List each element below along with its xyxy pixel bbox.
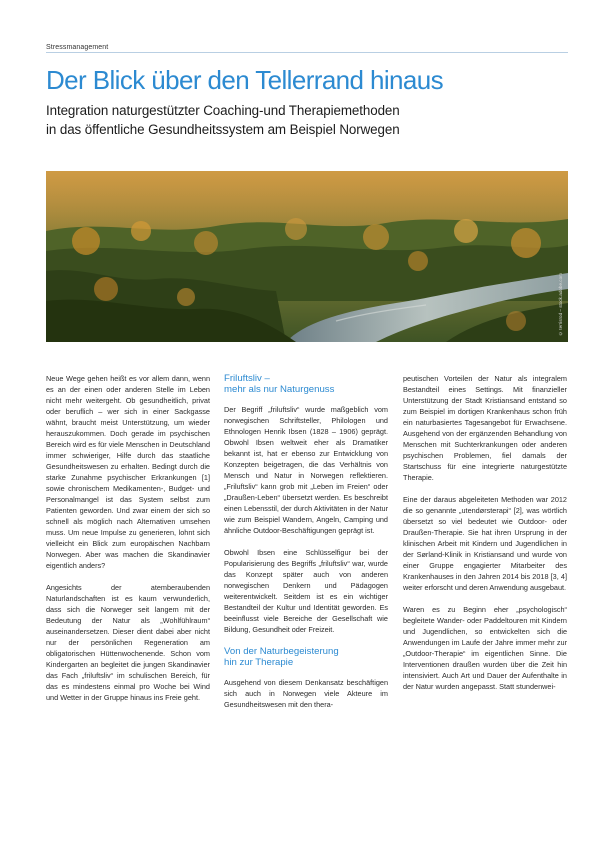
heading-line: hin zur Therapie bbox=[224, 657, 294, 668]
paragraph: Angesichts der atemberaubenden Naturlandschaften ist es kaum verwunderlich, dass sich die Norweger seit langem mit der Bedeutung der Natur als „Wohlfühlraum“ auseinandersetzen. Dieser dient dabei aber nicht nur der persönlichen Regeneration am obligatorischen Hüttenwochenende. Schon vom Kindergarten an begleitet die jungen Skandinavier das Fach „friluftsliv“ im schulischen Bereich, für das es mindestens einmal pro Woche bei Wind und Wetter in der Gruppe hinaus ins Freie geht. bbox=[46, 583, 210, 702]
subtitle-line: in das öffentliche Gesundheitssystem am Beispiel Norwegen bbox=[46, 122, 400, 137]
paragraph: Obwohl Ibsen eine Schlüsselfigur bei der Popularisierung des Begriffs „friluftsliv“ war, wurde das Konzept später auch von anderen norwegischen Denkern und Pädagogen weiterentwickelt. Seitdem ist es ein wichtiger Bestandteil der Kultur und Identität geworden. Es beeinflusst viele Bereiche der Gesellschaft wie Bildung, Gesundheit oder Freizeit. bbox=[224, 548, 388, 634]
header-photo-river-forest bbox=[46, 171, 568, 342]
header-divider bbox=[46, 52, 568, 53]
section-heading-friluftsliv bbox=[224, 373, 388, 395]
paragraph: Der Begriff „friluftsliv“ wurde maßgeblich vom norwegischen Schriftsteller, Philologen und Ethnologen Henrik Ibsen (1828 – 1906) geprägt. Obwohl Ibsen weltweit eher als Dramatiker bekannt ist, hat er ebenso zur Entwicklung von Konzepten beigetragen, die das Verhältnis von Mensch und Natur in Norwegen reflektieren. „Friluftsliv“ kann grob mit „Leben im Freien“ oder „Draußen-Leben“ übersetzt werden. Es beschreibt einen Lebensstil, der durch Aktivitäten in der Natur wie zum Beispiel Wandern, Angeln, Camping und ähnliche Outdoor-Beschäftigungen geprägt ist. bbox=[224, 405, 388, 535]
text-column-1 bbox=[46, 373, 210, 714]
text-column-2 bbox=[224, 373, 388, 721]
article-title: Der Blick über den Tellerrand hinaus bbox=[46, 65, 444, 95]
heading-line: Friluftsliv – bbox=[224, 373, 270, 384]
paragraph: Waren es zu Beginn eher „psychologisch“ begleitete Wander- oder Paddeltouren mit Kindern und Jugendlichen, so entwickelten sich die Anwendungen im Laufe der Jahre immer mehr zur „Outdoor-Therapie“ im eigentlichen Sinne. Die Interventionen draußen wurden über die Zeit hin intensiviert. Auch Art und Dauer der Aufenthalte in der Natur wurden angepasst. Statt stundenwei- bbox=[403, 605, 567, 691]
subtitle-line: Integration naturgestützter Coaching-und Therapiemethoden bbox=[46, 103, 400, 118]
section-heading-therapie bbox=[224, 646, 388, 668]
paragraph: peutischen Vorteilen der Natur als integralem Bestandteil eines Settings. Mit finanzieller Unterstützung der Stadt Kristiansand entstand so zum Beispiel im dortigen Krankenhaus schon früh ein naturbasiertes Tagesangebot für Erwachsene. Ausgehend von der ergänzenden Behandlung von Menschen mit Suchterkrankungen oder anderen psychischen Problemen, fiel damals der Startschuss für eine integrierte naturgestützte Therapie. bbox=[403, 374, 567, 482]
photo-credit: © terrisrod – stock.adobe.com bbox=[558, 273, 563, 336]
heading-line: Von der Naturbegeisterung bbox=[224, 646, 339, 657]
paragraph: Ausgehend von diesem Denkansatz beschäftigen sich auch in Norwegen viele Akteure im Gesundheitswesen mit den thera- bbox=[224, 678, 388, 709]
section-label: Stressmanagement bbox=[46, 44, 109, 51]
article-subtitle bbox=[46, 101, 400, 139]
paragraph: Eine der daraus abgeleiteten Methoden war 2012 die so genannte „utendørsterapi“ [2], was wörtlich übersetzt so viel bedeutet wie Outdoor- oder Draußen-Therapie. Sie hat ihren Ursprung in der klinischen Arbeit mit Kindern und Jugendlichen in der Sørland-Klinik in Kristiansand und wurde von einer Gruppe engagierter Mitarbeiter des Krankenhauses in den Jahren 2014 bis 2018 [3, 4] weiter erforscht und deren Anwendung ausgebaut. bbox=[403, 495, 567, 592]
paragraph: Neue Wege gehen heißt es vor allem dann, wenn es an der einen oder anderen Stelle im Leben nicht mehr weitergeht. Ob gesundheitlich, privat oder beruflich – wer sich in einer Sackgasse wähnt, braucht meist Unterstützung, um wieder herauszukommen. Doch gerade im psychischen Bereich wird es für viele Menschen in Deutschland immer schwieriger, Hilfe durch das staatliche Gesundheitswesen zu erhalten. Bedingt durch die starke Zunahme psychischer Erkrankungen [1] sowie chronischem Medikamenten-, Budget- und Personalmangel ist das System selbst zum Patienten geworden. Und zwar einem der sich so schnell als möglich nach Alternativen umsehen muss. Um neue Impulse zu generieren, lohnt sich vielleicht ein Blick zum europäischen Nachbarn Norwegen. Aber was machen die Skandinavier eigentlich anders? bbox=[46, 374, 210, 570]
text-column-3 bbox=[403, 373, 567, 703]
heading-line: mehr als nur Naturgenuss bbox=[224, 384, 335, 395]
river-forest-image bbox=[46, 171, 568, 342]
